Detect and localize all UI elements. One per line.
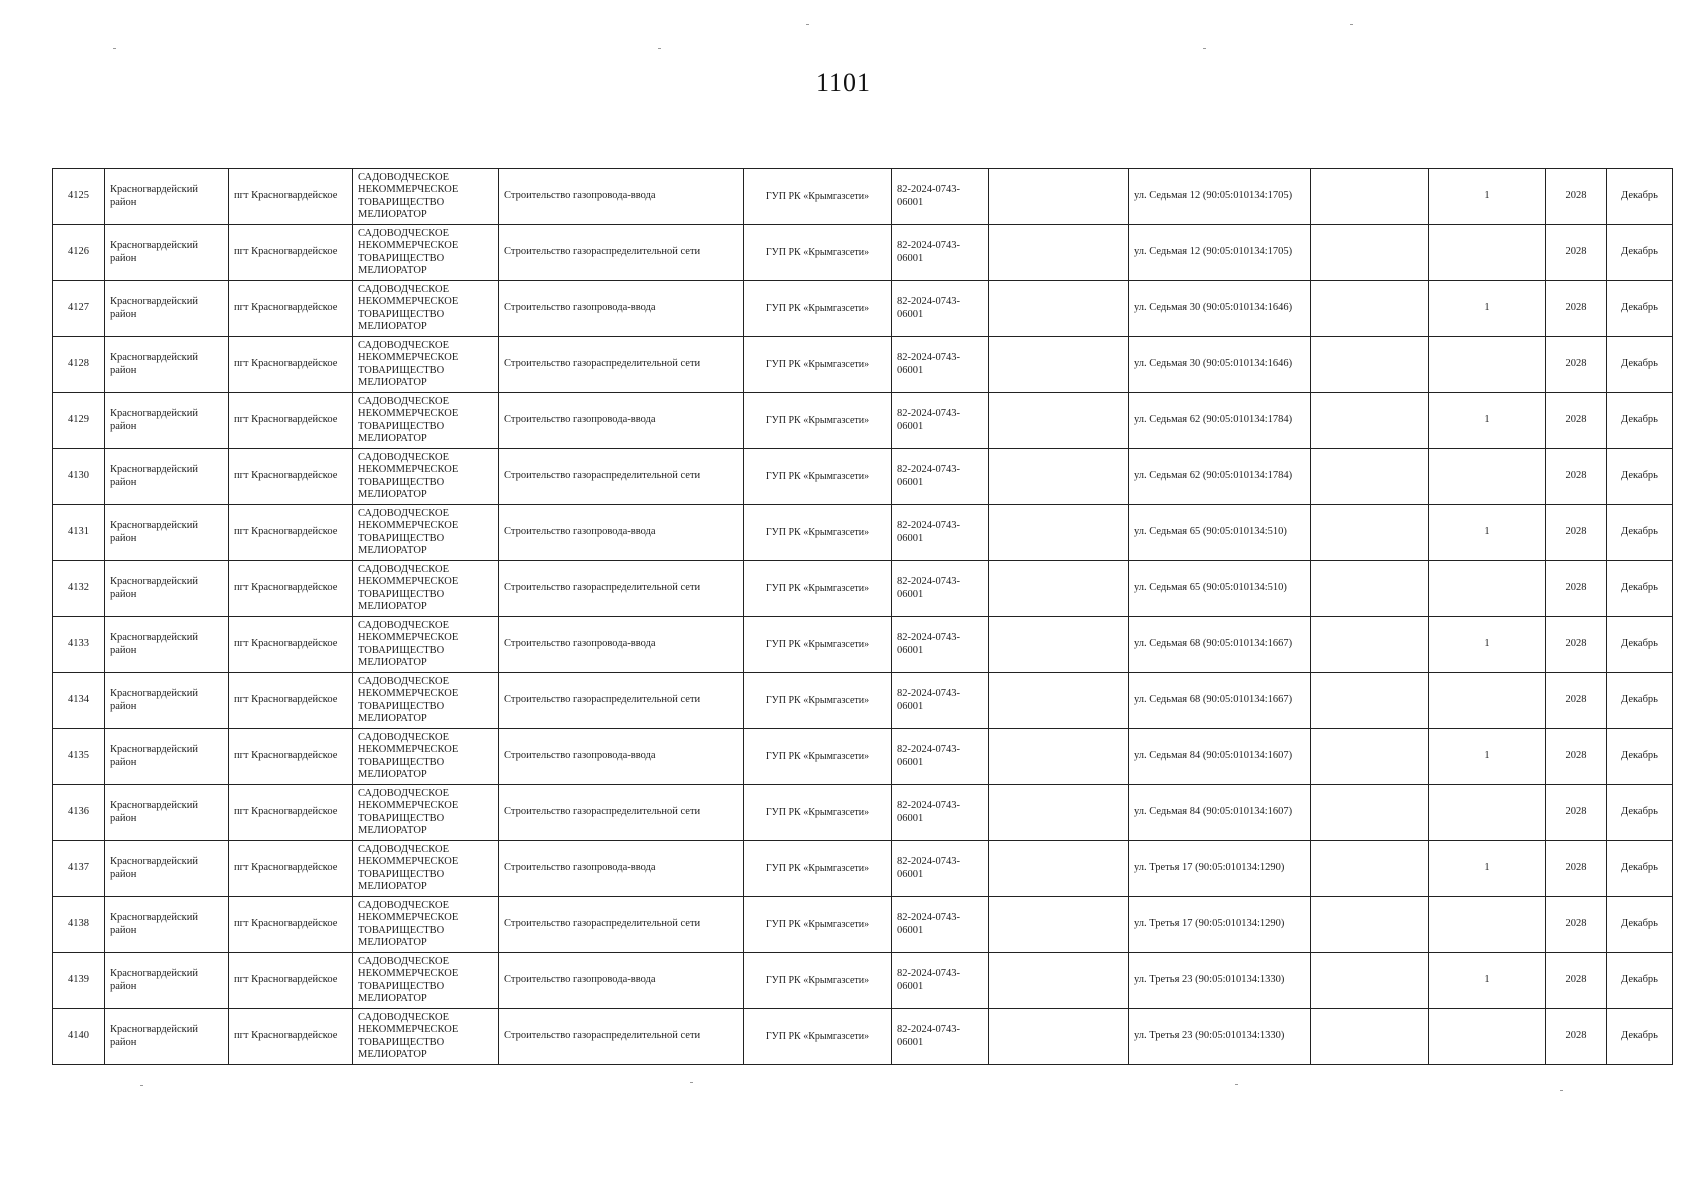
program-code-cell: 82-2024-0743-06001 bbox=[892, 1009, 989, 1065]
month-cell: Декабрь bbox=[1607, 785, 1673, 841]
table-row bbox=[53, 617, 1673, 673]
program-code-cell: 82-2024-0743-06001 bbox=[892, 561, 989, 617]
empty-cell bbox=[989, 617, 1129, 673]
year-cell: 2028 bbox=[1546, 225, 1607, 281]
empty-cell bbox=[1311, 393, 1429, 449]
empty-cell bbox=[1311, 505, 1429, 561]
year-cell: 2028 bbox=[1546, 785, 1607, 841]
organization-cell: САДОВОДЧЕСКОЕ НЕКОММЕРЧЕСКОЕ ТОВАРИЩЕСТВО МЕЛИОРАТОР bbox=[353, 729, 499, 785]
empty-cell bbox=[989, 393, 1129, 449]
empty-cell bbox=[989, 729, 1129, 785]
quantity-cell: 1 bbox=[1429, 393, 1546, 449]
empty-cell bbox=[1311, 617, 1429, 673]
row-number: 4125 bbox=[53, 169, 105, 225]
table-body bbox=[53, 169, 1673, 1065]
operator-cell: ГУП РК «Крымгазсети» bbox=[744, 561, 892, 617]
scan-speck bbox=[658, 48, 661, 49]
district-cell: Красногвардейский район bbox=[105, 673, 229, 729]
table-row bbox=[53, 169, 1673, 225]
organization-cell: САДОВОДЧЕСКОЕ НЕКОММЕРЧЕСКОЕ ТОВАРИЩЕСТВО МЕЛИОРАТОР bbox=[353, 225, 499, 281]
operator-cell: ГУП РК «Крымгазсети» bbox=[744, 225, 892, 281]
operator-cell: ГУП РК «Крымгазсети» bbox=[744, 953, 892, 1009]
scan-speck bbox=[806, 24, 809, 25]
work-type-cell: Строительство газораспределительной сети bbox=[499, 337, 744, 393]
quantity-cell bbox=[1429, 337, 1546, 393]
address-cell: ул. Седьмая 65 (90:05:010134:510) bbox=[1129, 505, 1311, 561]
empty-cell bbox=[1311, 897, 1429, 953]
organization-cell: САДОВОДЧЕСКОЕ НЕКОММЕРЧЕСКОЕ ТОВАРИЩЕСТВО МЕЛИОРАТОР bbox=[353, 449, 499, 505]
organization-cell: САДОВОДЧЕСКОЕ НЕКОММЕРЧЕСКОЕ ТОВАРИЩЕСТВО МЕЛИОРАТОР bbox=[353, 337, 499, 393]
month-cell: Декабрь bbox=[1607, 617, 1673, 673]
address-cell: ул. Седьмая 30 (90:05:010134:1646) bbox=[1129, 281, 1311, 337]
work-type-cell: Строительство газораспределительной сети bbox=[499, 561, 744, 617]
address-cell: ул. Седьмая 12 (90:05:010134:1705) bbox=[1129, 225, 1311, 281]
work-type-cell: Строительство газораспределительной сети bbox=[499, 1009, 744, 1065]
work-type-cell: Строительство газораспределительной сети bbox=[499, 449, 744, 505]
work-type-cell: Строительство газораспределительной сети bbox=[499, 673, 744, 729]
work-type-cell: Строительство газораспределительной сети bbox=[499, 785, 744, 841]
address-cell: ул. Седьмая 62 (90:05:010134:1784) bbox=[1129, 393, 1311, 449]
settlement-cell: пгт Красногвардейское bbox=[229, 561, 353, 617]
settlement-cell: пгт Красногвардейское bbox=[229, 505, 353, 561]
table-row bbox=[53, 1009, 1673, 1065]
work-type-cell: Строительство газопровода-ввода bbox=[499, 729, 744, 785]
quantity-cell: 1 bbox=[1429, 281, 1546, 337]
program-code-cell: 82-2024-0743-06001 bbox=[892, 281, 989, 337]
work-type-cell: Строительство газопровода-ввода bbox=[499, 953, 744, 1009]
district-cell: Красногвардейский район bbox=[105, 225, 229, 281]
month-cell: Декабрь bbox=[1607, 281, 1673, 337]
district-cell: Красногвардейский район bbox=[105, 561, 229, 617]
settlement-cell: пгт Красногвардейское bbox=[229, 1009, 353, 1065]
month-cell: Декабрь bbox=[1607, 225, 1673, 281]
row-number: 4129 bbox=[53, 393, 105, 449]
settlement-cell: пгт Красногвардейское bbox=[229, 673, 353, 729]
work-type-cell: Строительство газопровода-ввода bbox=[499, 617, 744, 673]
address-cell: ул. Седьмая 68 (90:05:010134:1667) bbox=[1129, 617, 1311, 673]
year-cell: 2028 bbox=[1546, 1009, 1607, 1065]
empty-cell bbox=[989, 225, 1129, 281]
year-cell: 2028 bbox=[1546, 897, 1607, 953]
district-cell: Красногвардейский район bbox=[105, 337, 229, 393]
scan-speck bbox=[1203, 48, 1206, 49]
settlement-cell: пгт Красногвардейское bbox=[229, 169, 353, 225]
month-cell: Декабрь bbox=[1607, 841, 1673, 897]
operator-cell: ГУП РК «Крымгазсети» bbox=[744, 505, 892, 561]
program-code-cell: 82-2024-0743-06001 bbox=[892, 617, 989, 673]
organization-cell: САДОВОДЧЕСКОЕ НЕКОММЕРЧЕСКОЕ ТОВАРИЩЕСТВО МЕЛИОРАТОР bbox=[353, 169, 499, 225]
page-number: 1101 bbox=[815, 68, 872, 97]
empty-cell bbox=[1311, 337, 1429, 393]
organization-cell: САДОВОДЧЕСКОЕ НЕКОММЕРЧЕСКОЕ ТОВАРИЩЕСТВО МЕЛИОРАТОР bbox=[353, 281, 499, 337]
year-cell: 2028 bbox=[1546, 393, 1607, 449]
scan-speck bbox=[140, 1085, 143, 1086]
empty-cell bbox=[1311, 785, 1429, 841]
scan-speck bbox=[1560, 1090, 1563, 1091]
program-code-cell: 82-2024-0743-06001 bbox=[892, 169, 989, 225]
empty-cell bbox=[1311, 169, 1429, 225]
table-row bbox=[53, 561, 1673, 617]
program-code-cell: 82-2024-0743-06001 bbox=[892, 953, 989, 1009]
month-cell: Декабрь bbox=[1607, 897, 1673, 953]
program-code-cell: 82-2024-0743-06001 bbox=[892, 785, 989, 841]
organization-cell: САДОВОДЧЕСКОЕ НЕКОММЕРЧЕСКОЕ ТОВАРИЩЕСТВО МЕЛИОРАТОР bbox=[353, 673, 499, 729]
organization-cell: САДОВОДЧЕСКОЕ НЕКОММЕРЧЕСКОЕ ТОВАРИЩЕСТВО МЕЛИОРАТОР bbox=[353, 505, 499, 561]
row-number: 4128 bbox=[53, 337, 105, 393]
table-row bbox=[53, 953, 1673, 1009]
quantity-cell bbox=[1429, 1009, 1546, 1065]
operator-cell: ГУП РК «Крымгазсети» bbox=[744, 337, 892, 393]
empty-cell bbox=[989, 673, 1129, 729]
row-number: 4127 bbox=[53, 281, 105, 337]
row-number: 4132 bbox=[53, 561, 105, 617]
district-cell: Красногвардейский район bbox=[105, 449, 229, 505]
empty-cell bbox=[989, 841, 1129, 897]
program-code-cell: 82-2024-0743-06001 bbox=[892, 673, 989, 729]
address-cell: ул. Седьмая 65 (90:05:010134:510) bbox=[1129, 561, 1311, 617]
quantity-cell: 1 bbox=[1429, 953, 1546, 1009]
district-cell: Красногвардейский район bbox=[105, 505, 229, 561]
program-code-cell: 82-2024-0743-06001 bbox=[892, 841, 989, 897]
row-number: 4136 bbox=[53, 785, 105, 841]
program-code-cell: 82-2024-0743-06001 bbox=[892, 393, 989, 449]
operator-cell: ГУП РК «Крымгазсети» bbox=[744, 393, 892, 449]
month-cell: Декабрь bbox=[1607, 393, 1673, 449]
settlement-cell: пгт Красногвардейское bbox=[229, 897, 353, 953]
empty-cell bbox=[1311, 449, 1429, 505]
quantity-cell: 1 bbox=[1429, 505, 1546, 561]
settlement-cell: пгт Красногвардейское bbox=[229, 785, 353, 841]
month-cell: Декабрь bbox=[1607, 729, 1673, 785]
quantity-cell: 1 bbox=[1429, 729, 1546, 785]
organization-cell: САДОВОДЧЕСКОЕ НЕКОММЕРЧЕСКОЕ ТОВАРИЩЕСТВО МЕЛИОРАТОР bbox=[353, 393, 499, 449]
program-code-cell: 82-2024-0743-06001 bbox=[892, 897, 989, 953]
empty-cell bbox=[989, 505, 1129, 561]
quantity-cell bbox=[1429, 225, 1546, 281]
quantity-cell bbox=[1429, 561, 1546, 617]
organization-cell: САДОВОДЧЕСКОЕ НЕКОММЕРЧЕСКОЕ ТОВАРИЩЕСТВО МЕЛИОРАТОР bbox=[353, 785, 499, 841]
year-cell: 2028 bbox=[1546, 505, 1607, 561]
address-cell: ул. Седьмая 68 (90:05:010134:1667) bbox=[1129, 673, 1311, 729]
table-row bbox=[53, 449, 1673, 505]
row-number: 4140 bbox=[53, 1009, 105, 1065]
quantity-cell: 1 bbox=[1429, 169, 1546, 225]
empty-cell bbox=[1311, 953, 1429, 1009]
empty-cell bbox=[989, 785, 1129, 841]
settlement-cell: пгт Красногвардейское bbox=[229, 729, 353, 785]
empty-cell bbox=[1311, 673, 1429, 729]
district-cell: Красногвардейский район bbox=[105, 393, 229, 449]
empty-cell bbox=[1311, 225, 1429, 281]
settlement-cell: пгт Красногвардейское bbox=[229, 281, 353, 337]
table-row bbox=[53, 505, 1673, 561]
scan-speck bbox=[690, 1082, 693, 1083]
year-cell: 2028 bbox=[1546, 337, 1607, 393]
address-cell: ул. Седьмая 84 (90:05:010134:1607) bbox=[1129, 785, 1311, 841]
settlement-cell: пгт Красногвардейское bbox=[229, 225, 353, 281]
address-cell: ул. Третья 23 (90:05:010134:1330) bbox=[1129, 953, 1311, 1009]
month-cell: Декабрь bbox=[1607, 449, 1673, 505]
empty-cell bbox=[1311, 729, 1429, 785]
table-row bbox=[53, 281, 1673, 337]
month-cell: Декабрь bbox=[1607, 169, 1673, 225]
year-cell: 2028 bbox=[1546, 673, 1607, 729]
row-number: 4133 bbox=[53, 617, 105, 673]
program-code-cell: 82-2024-0743-06001 bbox=[892, 449, 989, 505]
quantity-cell bbox=[1429, 449, 1546, 505]
settlement-cell: пгт Красногвардейское bbox=[229, 953, 353, 1009]
organization-cell: САДОВОДЧЕСКОЕ НЕКОММЕРЧЕСКОЕ ТОВАРИЩЕСТВО МЕЛИОРАТОР bbox=[353, 953, 499, 1009]
district-cell: Красногвардейский район bbox=[105, 1009, 229, 1065]
empty-cell bbox=[989, 897, 1129, 953]
district-cell: Красногвардейский район bbox=[105, 729, 229, 785]
work-type-cell: Строительство газопровода-ввода bbox=[499, 281, 744, 337]
year-cell: 2028 bbox=[1546, 617, 1607, 673]
operator-cell: ГУП РК «Крымгазсети» bbox=[744, 169, 892, 225]
district-cell: Красногвардейский район bbox=[105, 953, 229, 1009]
settlement-cell: пгт Красногвардейское bbox=[229, 449, 353, 505]
work-type-cell: Строительство газопровода-ввода bbox=[499, 841, 744, 897]
district-cell: Красногвардейский район bbox=[105, 169, 229, 225]
quantity-cell: 1 bbox=[1429, 617, 1546, 673]
program-code-cell: 82-2024-0743-06001 bbox=[892, 505, 989, 561]
operator-cell: ГУП РК «Крымгазсети» bbox=[744, 785, 892, 841]
month-cell: Декабрь bbox=[1607, 337, 1673, 393]
organization-cell: САДОВОДЧЕСКОЕ НЕКОММЕРЧЕСКОЕ ТОВАРИЩЕСТВО МЕЛИОРАТОР bbox=[353, 841, 499, 897]
district-cell: Красногвардейский район bbox=[105, 841, 229, 897]
month-cell: Декабрь bbox=[1607, 673, 1673, 729]
row-number: 4135 bbox=[53, 729, 105, 785]
district-cell: Красногвардейский район bbox=[105, 281, 229, 337]
month-cell: Декабрь bbox=[1607, 505, 1673, 561]
operator-cell: ГУП РК «Крымгазсети» bbox=[744, 897, 892, 953]
district-cell: Красногвардейский район bbox=[105, 617, 229, 673]
operator-cell: ГУП РК «Крымгазсети» bbox=[744, 449, 892, 505]
operator-cell: ГУП РК «Крымгазсети» bbox=[744, 673, 892, 729]
district-cell: Красногвардейский район bbox=[105, 785, 229, 841]
table-row bbox=[53, 673, 1673, 729]
row-number: 4139 bbox=[53, 953, 105, 1009]
address-cell: ул. Седьмая 30 (90:05:010134:1646) bbox=[1129, 337, 1311, 393]
empty-cell bbox=[989, 561, 1129, 617]
table-row bbox=[53, 393, 1673, 449]
year-cell: 2028 bbox=[1546, 729, 1607, 785]
empty-cell bbox=[989, 337, 1129, 393]
operator-cell: ГУП РК «Крымгазсети» bbox=[744, 281, 892, 337]
month-cell: Декабрь bbox=[1607, 953, 1673, 1009]
address-cell: ул. Третья 17 (90:05:010134:1290) bbox=[1129, 841, 1311, 897]
work-type-cell: Строительство газораспределительной сети bbox=[499, 225, 744, 281]
work-type-cell: Строительство газопровода-ввода bbox=[499, 505, 744, 561]
table-row bbox=[53, 897, 1673, 953]
work-type-cell: Строительство газопровода-ввода bbox=[499, 393, 744, 449]
scan-speck bbox=[1235, 1084, 1238, 1085]
empty-cell bbox=[989, 169, 1129, 225]
year-cell: 2028 bbox=[1546, 841, 1607, 897]
operator-cell: ГУП РК «Крымгазсети» bbox=[744, 1009, 892, 1065]
program-code-cell: 82-2024-0743-06001 bbox=[892, 729, 989, 785]
organization-cell: САДОВОДЧЕСКОЕ НЕКОММЕРЧЕСКОЕ ТОВАРИЩЕСТВО МЕЛИОРАТОР bbox=[353, 1009, 499, 1065]
year-cell: 2028 bbox=[1546, 449, 1607, 505]
empty-cell bbox=[1311, 281, 1429, 337]
table-row bbox=[53, 729, 1673, 785]
empty-cell bbox=[989, 281, 1129, 337]
month-cell: Декабрь bbox=[1607, 561, 1673, 617]
table-row bbox=[53, 841, 1673, 897]
settlement-cell: пгт Красногвардейское bbox=[229, 841, 353, 897]
table-row bbox=[53, 225, 1673, 281]
scan-speck bbox=[1350, 24, 1353, 25]
operator-cell: ГУП РК «Крымгазсети» bbox=[744, 841, 892, 897]
address-cell: ул. Седьмая 84 (90:05:010134:1607) bbox=[1129, 729, 1311, 785]
address-cell: ул. Третья 17 (90:05:010134:1290) bbox=[1129, 897, 1311, 953]
year-cell: 2028 bbox=[1546, 281, 1607, 337]
empty-cell bbox=[989, 953, 1129, 1009]
table-row bbox=[53, 337, 1673, 393]
table-row bbox=[53, 785, 1673, 841]
address-cell: ул. Седьмая 12 (90:05:010134:1705) bbox=[1129, 169, 1311, 225]
quantity-cell bbox=[1429, 897, 1546, 953]
program-code-cell: 82-2024-0743-06001 bbox=[892, 225, 989, 281]
year-cell: 2028 bbox=[1546, 561, 1607, 617]
row-number: 4138 bbox=[53, 897, 105, 953]
quantity-cell: 1 bbox=[1429, 841, 1546, 897]
month-cell: Декабрь bbox=[1607, 1009, 1673, 1065]
work-type-cell: Строительство газопровода-ввода bbox=[499, 169, 744, 225]
year-cell: 2028 bbox=[1546, 953, 1607, 1009]
operator-cell: ГУП РК «Крымгазсети» bbox=[744, 617, 892, 673]
district-cell: Красногвардейский район bbox=[105, 897, 229, 953]
work-type-cell: Строительство газораспределительной сети bbox=[499, 897, 744, 953]
scan-speck bbox=[113, 48, 116, 49]
year-cell: 2028 bbox=[1546, 169, 1607, 225]
settlement-cell: пгт Красногвардейское bbox=[229, 337, 353, 393]
row-number: 4134 bbox=[53, 673, 105, 729]
quantity-cell bbox=[1429, 673, 1546, 729]
empty-cell bbox=[1311, 561, 1429, 617]
empty-cell bbox=[1311, 841, 1429, 897]
empty-cell bbox=[989, 449, 1129, 505]
address-cell: ул. Третья 23 (90:05:010134:1330) bbox=[1129, 1009, 1311, 1065]
row-number: 4130 bbox=[53, 449, 105, 505]
address-cell: ул. Седьмая 62 (90:05:010134:1784) bbox=[1129, 449, 1311, 505]
settlement-cell: пгт Красногвардейское bbox=[229, 617, 353, 673]
program-code-cell: 82-2024-0743-06001 bbox=[892, 337, 989, 393]
row-number: 4126 bbox=[53, 225, 105, 281]
empty-cell bbox=[989, 1009, 1129, 1065]
operator-cell: ГУП РК «Крымгазсети» bbox=[744, 729, 892, 785]
organization-cell: САДОВОДЧЕСКОЕ НЕКОММЕРЧЕСКОЕ ТОВАРИЩЕСТВО МЕЛИОРАТОР bbox=[353, 561, 499, 617]
row-number: 4137 bbox=[53, 841, 105, 897]
organization-cell: САДОВОДЧЕСКОЕ НЕКОММЕРЧЕСКОЕ ТОВАРИЩЕСТВО МЕЛИОРАТОР bbox=[353, 897, 499, 953]
organization-cell: САДОВОДЧЕСКОЕ НЕКОММЕРЧЕСКОЕ ТОВАРИЩЕСТВО МЕЛИОРАТОР bbox=[353, 617, 499, 673]
settlement-cell: пгт Красногвардейское bbox=[229, 393, 353, 449]
registry-table bbox=[52, 168, 1673, 1065]
quantity-cell bbox=[1429, 785, 1546, 841]
empty-cell bbox=[1311, 1009, 1429, 1065]
row-number: 4131 bbox=[53, 505, 105, 561]
